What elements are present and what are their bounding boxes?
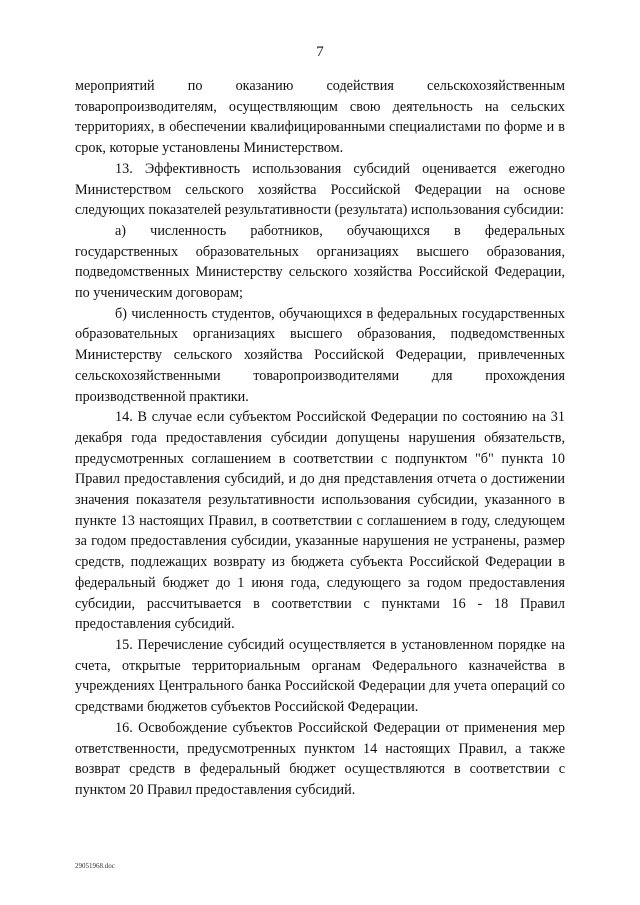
paragraph-continuation: мероприятий по оказанию содействия сельскохозяйственным товаропроизводителям, осуществляющим свою деятельность на сельских территориях, в обеспечении квалифицированными специалистами по форме и в срок, которые установлены Министерством. [75, 78, 565, 157]
paragraph-14: 14. В случае если субъектом Российской Федерации по состоянию на 31 декабря года предоставления субсидии допущены нарушения обязательств, предусмотренных соглашением в соответствии с подпунктом "б" пункта 10 Правил предоставления субсидий, и до дня представления отчета о достижении значения показателя результативности использования субсидии, указанного в пункте 13 настоящих Правил, в соответствии с соглашением в году, следующем за годом предоставления субсидии, указанные нарушения не устранены, размер средств, подлежащих возврату из бюджета субъекта Российской Федерации в федеральный бюджет до 1 июня года, следующего за годом предоставления субсидии, рассчитывается в соответствии с пунктами 16 - 18 Правил предоставления субсидий. [75, 409, 565, 633]
paragraph-13: 13. Эффективность использования субсидий оценивается ежегодно Министерством сельского хозяйства Российской Федерации на основе следующих показателей результативности (результата) использования субсидии: [75, 160, 565, 219]
paragraph-16: 16. Освобождение субъектов Российской Федерации от применения мер ответственности, предусмотренных пунктом 14 настоящих Правил, а также возврат средств в федеральный бюджет осуществляются в соответствии с пунктом 20 Правил предоставления субсидий. [75, 719, 565, 798]
footer-filename: 29051968.doc [75, 862, 115, 870]
document-body [75, 76, 565, 801]
page-number: 7 [316, 44, 324, 60]
paragraph-13a: а) численность работников, обучающихся в федеральных государственных образовательных организациях высшего образования, подведомственных Министерству сельского хозяйства Российской Федерации, по ученическим договорам; [75, 222, 565, 302]
paragraph-15: 15. Перечисление субсидий осуществляется в установленном порядке на счета, открытые территориальным органам Федерального казначейства в учреждениях Центрального банка Российской Федерации для учета операций со средствами бюджетов субъектов Российской Федерации. [75, 636, 565, 716]
paragraph-13b: б) численность студентов, обучающихся в федеральных государственных образовательных организациях высшего образования, подведомственных Министерству сельского хозяйства Российской Федерации, привлеченных сельскохозяйственными товаропроизводителями для прохождения производственной практики. [75, 305, 565, 405]
